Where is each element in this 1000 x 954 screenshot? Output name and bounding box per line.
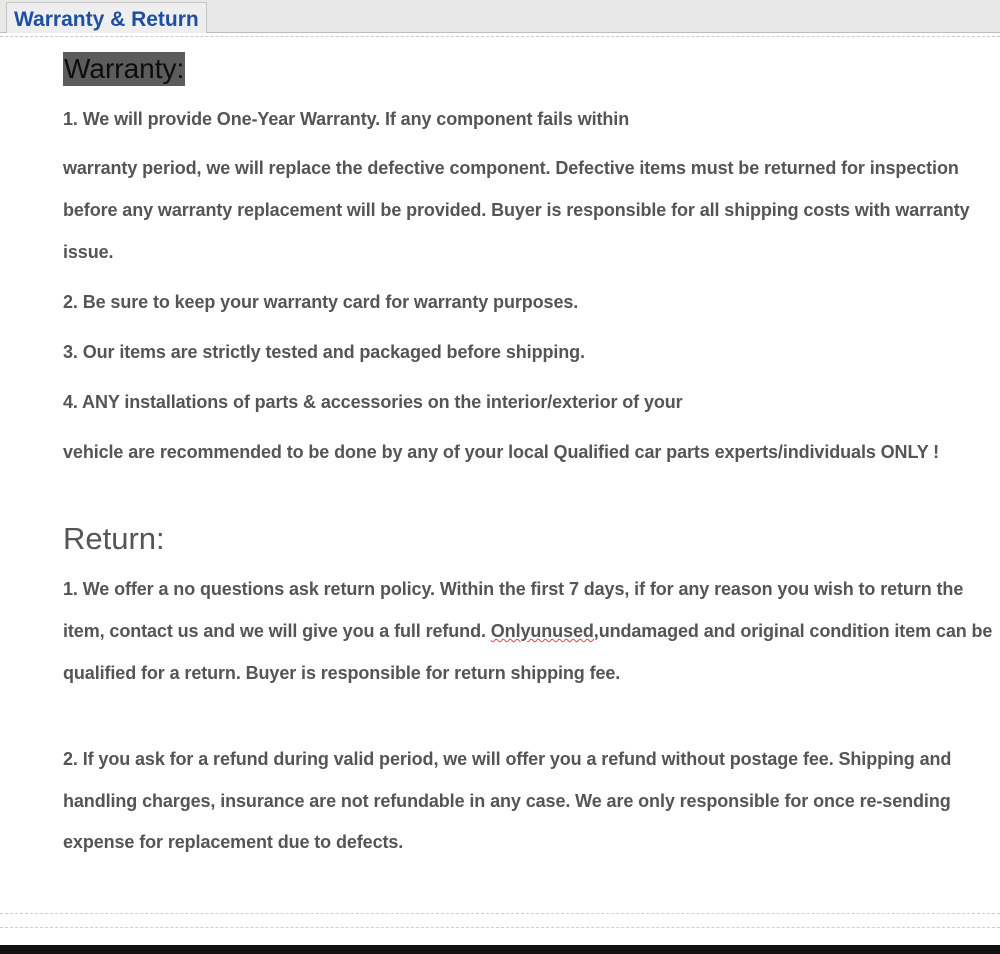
bottom-divider [0,927,1000,928]
warranty-line: vehicle are recommended to be done by any of your local Qualified car parts experts/individuals ONLY ! [63,442,940,462]
bottom-bar [0,945,1000,954]
bottom-divider [0,913,1000,914]
warranty-line: 3. Our items are strictly tested and packaged before shipping. [63,342,585,362]
warranty-line: 4. ANY installations of parts & accessories on the interior/exterior of your [63,392,683,412]
warranty-line: 1. We will provide One-Year Warranty. If any component fails within [63,109,630,129]
tab-warranty-return[interactable]: Warranty & Return [6,2,207,33]
return-line: 2. If you ask for a refund during valid period, we will offer you a refund without postage fee. Shipping and [63,749,952,769]
return-line-part: item, contact us and we will give you a full refund. [63,621,486,641]
return-heading: Return: [63,521,165,556]
return-line-part: undamaged and original condition item can be [598,621,993,641]
top-divider [0,36,1000,37]
return-line: expense for replacement due to defects. [63,832,404,852]
warranty-line: issue. [63,242,114,262]
spellcheck-flagged-word: Onlyunused, [490,621,599,641]
warranty-heading: Warranty: [64,53,185,84]
return-line [63,619,992,643]
warranty-line: warranty period, we will replace the defective component. Defective items must be returned for inspection [63,158,959,178]
return-line: 1. We offer a no questions ask return policy. Within the first 7 days, if for any reason you wish to return the [63,579,964,599]
return-line: qualified for a return. Buyer is responsible for return shipping fee. [63,663,621,683]
warranty-line: before any warranty replacement will be provided. Buyer is responsible for all shipping costs with warranty [63,200,970,220]
tab-bar [0,0,1000,33]
return-line: handling charges, insurance are not refundable in any case. We are only responsible for once re-sending [63,791,951,811]
warranty-line: 2. Be sure to keep your warranty card for warranty purposes. [63,292,579,312]
